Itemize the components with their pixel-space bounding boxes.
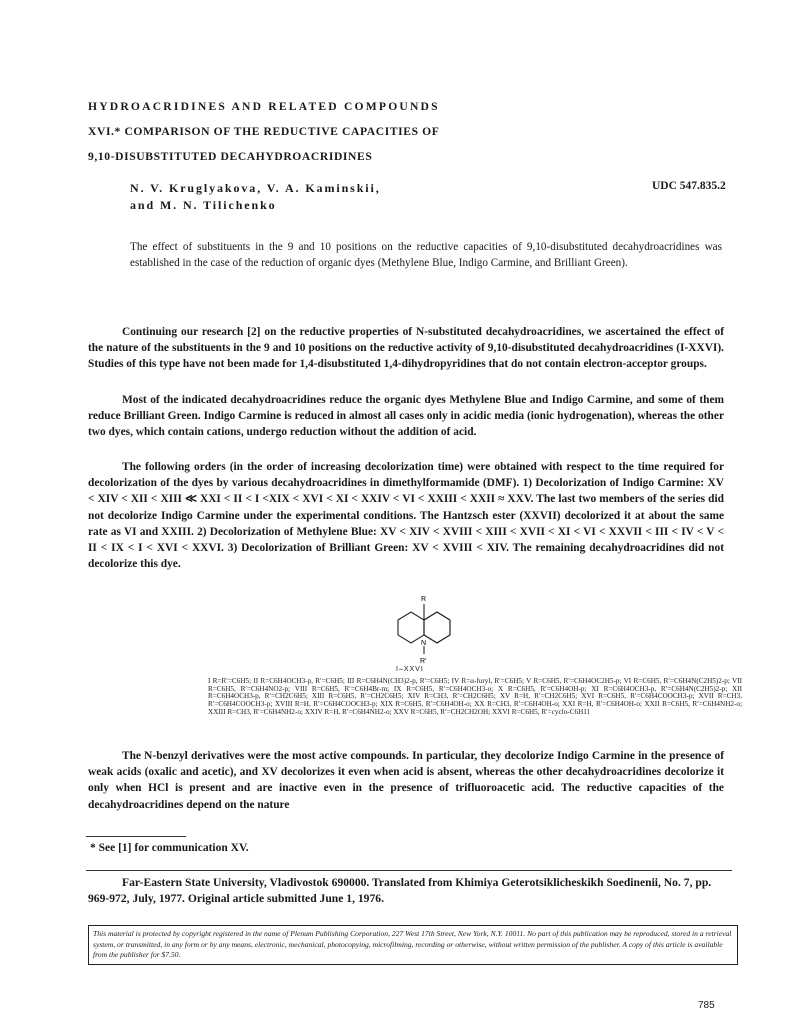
central-ring <box>424 612 450 643</box>
affiliation: Far-Eastern State University, Vladivostok 690000. Translated from Khimiya Geterotsiklicheskikh Soedinenii, No. 7, pp. 969-972, July, 1977. Original article submitted June 1, 1976. <box>88 876 712 905</box>
footnote: * See [1] for communication XV. <box>90 842 249 854</box>
body-paragraph-2: Most of the indicated decahydroacridines reduce the organic dyes Methylene Blue and Indigo Carmine, and some of them reduce Brilliant Green. Indigo Carmine is reduced in almost all cases only in acidic media (ionic hydrogenation), whereas the other two dyes, which contain cations, undergo reduction without the addition of acid. <box>88 394 724 439</box>
body-paragraph-3: The following orders (in the order of increasing decolorization time) were obtained with respect to the time required for decolorization of the dyes by various decahydroacridines in dimethylformamide (DMF). 1) Decolorization of Indigo Carmine: XV < XIV < XII < XIII ≪ XXI < II < I <XIX < XVI < XI < XXIV < VI < XXIII < XXII ≈ XXV. The last two members of the series did not decolorize Indigo Carmine under the experimental conditions. The Hantzsch ester (XXVII) decolorized it at about the same rate as VI and XXIII. 2) Decolorization of Methylene Blue: XV < XIV < XVIII < XIII < XVII < XI < VI < XXVII < III < IV < V < II < IX < I < XVI < XXVI. 3) Decolorization of Brilliant Green: XV < XVIII < XIV. The remaining decahydroacridines did not decolorize this dye. <box>88 461 724 571</box>
decahydroacridine-structure <box>380 590 470 670</box>
copyright-notice: This material is protected by copyright registered in the name of Plenum Publishing Corporation, 227 West 17th Street, New York, N.Y. 10011. No part of this publication may be reproduced, stored in a retrieval system, or transmitted, in any form or by any means, electronic, mechanical, photocopying, microfilming, recording or otherwise, without written permission of the publisher. A copy of this article is available from the publisher for $7.50. <box>88 925 738 965</box>
authors-line1: N. V. Kruglyakova, V. A. Kaminskii, <box>130 181 381 195</box>
footnote-rule <box>86 836 186 837</box>
article-title-line1: XVI.* COMPARISON OF THE REDUCTIVE CAPACITIES OF <box>88 125 440 138</box>
substituent-legend: I R=R′=C6H5; II R=C6H4OCH3-p, R′=C6H5; III R=C6H4N(CH3)2-p, R′=C6H5; IV R=α-furyl, R′=C6H5; V R=C6H5, R′=C6H4OC2H5-p; VI R=C6H5, R′=C6H4N(C2H5)2-p; VII R=C6H5, R′=C6H4NO2-p; VIII R=C6H5, R′=C6H4Br-m; IX R=C6H5, R′=C6H4OCH3-o; X R=C6H5, R′=C6H4OH-p; XI R=C6H4OCH3-p, R′=C6H4N(C2H5)2-p; XII R=C6H4OCH3-p, R′=CH2C6H5; XIII R=C6H5, R′=CH2C6H5; XIV R=CH3, R′=CH2C6H5; XV R=H, R′=CH2C6H5; XVI R=C6H5, R′=C6H4COOCH3-p; XVII R=CH3, R′=C6H4COOCH3-p; XVIII R=H, R′=C6H4COOCH3-p; XIX R=C6H5, R′=C6H4OH-o; XX R=CH3, R′=C6H4OH-o; XXI R=H, R′=C6H4OH-o; XXII R=C6H5, R′=C6H4NH2-o; XXIII R=CH3, R′=C6H4NH2-o; XXIV R=H, R′=C6H4NH2-o; XXV R=C6H5, R′=CH2CH2OH; XXVI R=C6H5, R′=cyclo-C6H11 <box>208 677 742 716</box>
udc-code: UDC 547.835.2 <box>652 180 726 192</box>
affiliation-rule <box>86 870 732 871</box>
structure-drawing <box>380 590 470 670</box>
left-ring <box>398 612 424 643</box>
right-ring <box>424 612 450 643</box>
article-series-title: HYDROACRIDINES AND RELATED COMPOUNDS <box>88 100 440 113</box>
authors-line2: and M. N. Tilichenko <box>130 198 277 212</box>
body-paragraph-4: The N-benzyl derivatives were the most active compounds. In particular, they decolorize Indigo Carmine in the presence of weak acids (oxalic and acetic), and XV decolorizes it even when acid is absent, whereas the other decahydroacridines decolorize it only when HCl is present and are inactive even in the presence of trifluoroacetic acid. The reductive capacities of the decahydroacridines depend on the nature <box>88 750 724 811</box>
abstract: The effect of substituents in the 9 and 10 positions on the reductive capacities of 9,10-disubstituted decahydroacridines was established in the case of the reduction of organic dyes (Methylene Blue, Indigo Carmine, and Brilliant Green). <box>130 241 722 270</box>
authors <box>130 180 381 214</box>
body-paragraph-1: Continuing our research [2] on the reductive properties of N-substituted decahydroacridines, we ascertained the effect of the nature of the substituents in the 9 and 10 positions on the reductive activity of 9,10-disubstituted decahydroacridines (I-XXVI). Studies of this type have not been made for 1,4-disubstituted 1,4-dihydropyridines that do not contain electron-acceptor groups. <box>88 326 724 371</box>
n-label: N <box>421 640 427 647</box>
structure-caption: I–XXVI <box>396 666 424 673</box>
article-title-line2: 9,10-DISUBSTITUTED DECAHYDROACRIDINES <box>88 150 373 163</box>
r-prime-label: R′ <box>420 658 427 665</box>
page-number: 785 <box>698 1000 715 1011</box>
r-label: R <box>421 596 427 603</box>
